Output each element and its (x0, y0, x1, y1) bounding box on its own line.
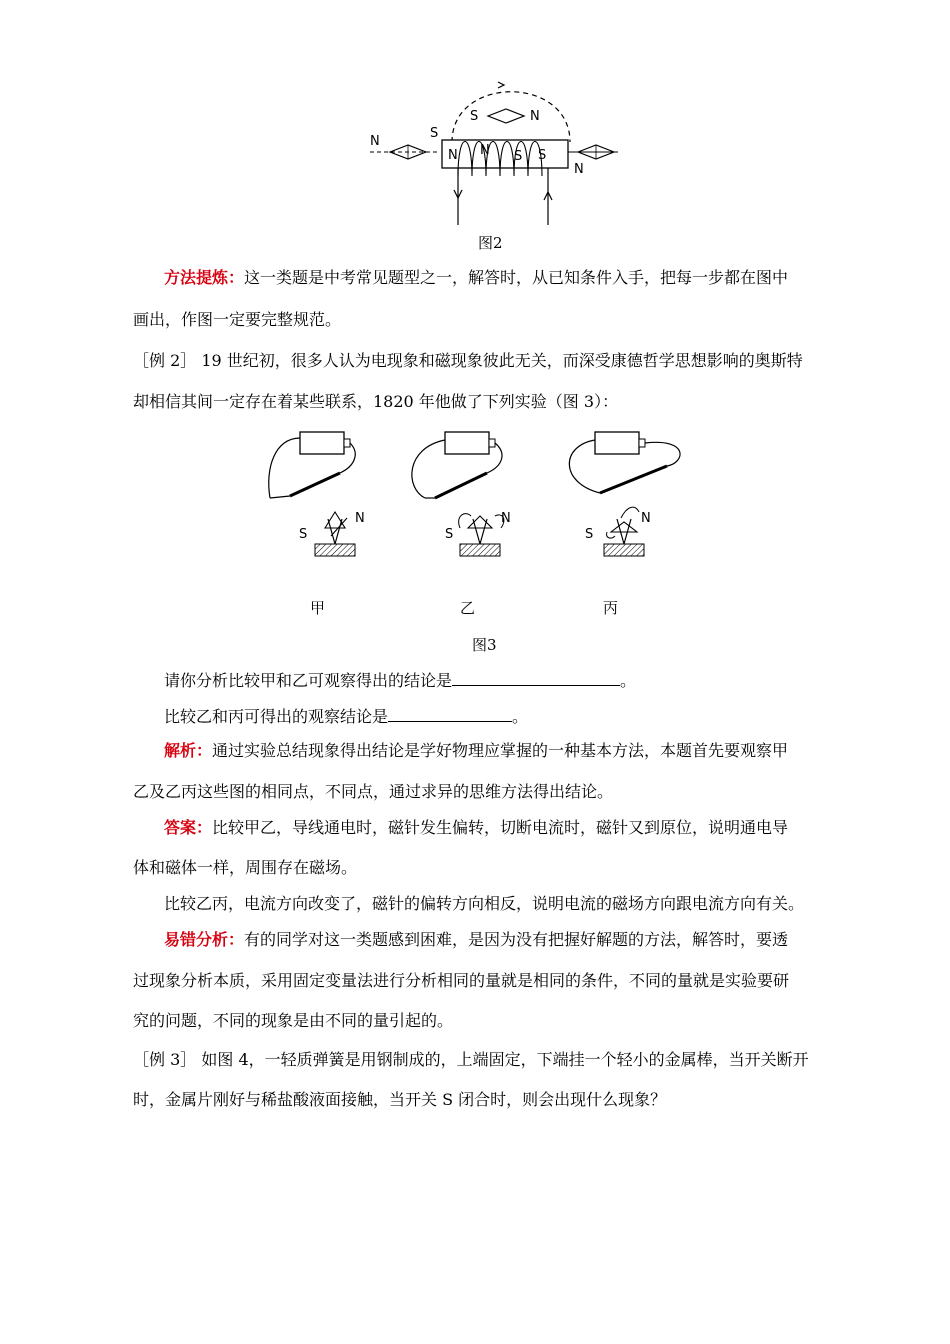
example-3-line-2: 时，金属片刚好与稀盐酸液面接触，当开关 S 闭合时，则会出现什么现象？ (133, 1090, 667, 1109)
fig2-label-top-s: S (470, 109, 479, 124)
panel-yi-s-label: S (445, 527, 454, 542)
answer-line-1 (164, 817, 788, 839)
panel-yi-apparatus (412, 432, 511, 556)
panel-bing-apparatus (569, 432, 680, 556)
error-analysis-heading: 易错分析： (164, 930, 245, 949)
question-1-suffix: 。 (620, 671, 637, 690)
method-summary-line-1 (164, 267, 788, 289)
top-compass-needle (488, 109, 524, 123)
fig2-label-core-s2: S (514, 149, 523, 164)
error-analysis-line-2: 过现象分析本质，采用固定变量法进行分析相同的量就是相同的条件，不同的量就是实验要研 (133, 971, 790, 990)
fig2-label-left-n: N (370, 134, 380, 149)
figure-3-caption: 图3 (472, 636, 497, 654)
question-2-text: 比较乙和丙可得出的观察结论是 (164, 707, 389, 726)
fig2-label-top-n: N (530, 109, 540, 124)
figure-2-diagram (360, 80, 620, 230)
analysis-line-2: 乙及乙丙这些图的相同点，不同点，通过求异的思维方法得出结论。 (133, 782, 614, 801)
answer-text: 比较甲乙，导线通电时，磁针发生偏转，切断电流时，磁针又到原位，说明通电导 (212, 818, 789, 837)
panel-yi-label: 乙 (460, 599, 476, 617)
question-2-suffix: 。 (512, 707, 529, 726)
analysis-line-1 (164, 740, 788, 762)
method-summary-line-2: 画出，作图一定要完整规范。 (133, 310, 342, 329)
answer-heading: 答案： (164, 818, 213, 837)
fig2-label-core-s: S (538, 148, 547, 163)
fig2-label-right-n: N (574, 162, 584, 177)
panel-jia-apparatus (269, 432, 365, 556)
panel-bing-n-label: N (641, 511, 651, 526)
method-summary-heading: 方法提炼： (164, 268, 245, 287)
analysis-text: 通过实验总结现象得出结论是学好物理应掌握的一种基本方法，本题首先要观察甲 (212, 741, 789, 760)
example-2-line-1: ［例 2］ 19 世纪初，很多人认为电现象和磁现象彼此无关，而深受康德哲学思想影响的奥斯特 (133, 351, 803, 370)
question-1 (164, 669, 636, 692)
answer-line-2: 体和磁体一样，周围存在磁场。 (133, 858, 358, 877)
question-1-blank[interactable] (452, 669, 620, 686)
question-2-blank[interactable] (388, 705, 512, 722)
error-analysis-text: 有的同学对这一类题感到困难，是因为没有把握好解题的方法，解答时，要透 (244, 930, 789, 949)
analysis-heading: 解析： (164, 741, 213, 760)
question-2 (164, 705, 528, 728)
solenoid-core (442, 140, 568, 168)
fig2-label-core-n: N (448, 148, 458, 163)
panel-jia-n-label: N (355, 511, 365, 526)
figure-2-caption: 图2 (478, 234, 503, 252)
panel-bing-s-label: S (585, 527, 594, 542)
fig2-label-left-s: S (430, 126, 439, 141)
panel-jia-s-label: S (299, 527, 308, 542)
error-analysis-line-3: 究的问题，不同的现象是由不同的量引起的。 (133, 1011, 454, 1030)
figure-3-diagram (255, 428, 695, 568)
question-1-text: 请你分析比较甲和乙可观察得出的结论是 (164, 671, 453, 690)
answer-line-3: 比较乙丙，电流方向改变了，磁针的偏转方向相反，说明电流的磁场方向跟电流方向有关。 (164, 894, 805, 913)
error-analysis-line-1 (164, 929, 788, 951)
example-2-line-2: 却相信其间一定存在着某些联系，1820 年他做了下列实验（图 3）： (133, 392, 619, 411)
method-summary-text: 这一类题是中考常见题型之一，解答时，从已知条件入手，把每一步都在图中 (244, 268, 789, 287)
fig2-label-core-n2: N (480, 143, 490, 158)
panel-jia-label: 甲 (310, 599, 326, 617)
panel-bing-label: 丙 (603, 599, 619, 617)
example-3-line-1: ［例 3］ 如图 4，一轻质弹簧是用钢制成的，上端固定，下端挂一个轻小的金属棒，当开关断开 (133, 1050, 809, 1069)
panel-yi-n-label: N (501, 511, 511, 526)
